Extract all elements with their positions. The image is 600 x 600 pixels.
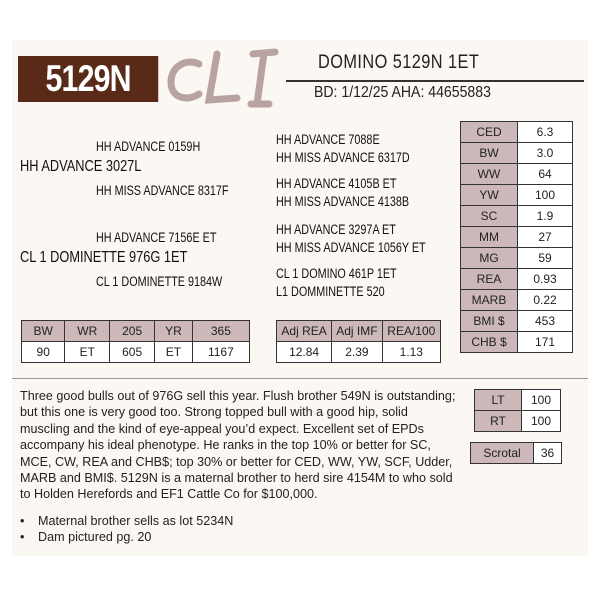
epd-label: CHB $ <box>461 332 518 353</box>
epd-value: 27 <box>518 227 573 248</box>
bullet-item <box>20 514 233 528</box>
scrotal-table <box>470 442 562 464</box>
epd-value: 0.93 <box>518 269 573 290</box>
epd-value: 64 <box>518 164 573 185</box>
epd-value: 1.9 <box>518 206 573 227</box>
performance-table <box>21 320 250 363</box>
epd-table <box>460 121 573 353</box>
perf-value: 90 <box>22 342 65 363</box>
epd-value: 59 <box>518 248 573 269</box>
epd-value: 453 <box>518 311 573 332</box>
perf-header: 205 <box>110 321 155 342</box>
teat-value: 100 <box>522 390 561 411</box>
scrotal-value: 36 <box>534 443 562 464</box>
pedigree-sd-sire: HH ADVANCE 4105B ET <box>276 176 397 191</box>
epd-value: 100 <box>518 185 573 206</box>
epd-label: MARB <box>461 290 518 311</box>
perf-header: BW <box>22 321 65 342</box>
perf-value: 1167 <box>192 342 249 363</box>
carcass-header: Adj IMF <box>332 321 382 342</box>
pedigree-sire-sire: HH ADVANCE 0159H <box>96 139 201 154</box>
epd-label: MG <box>461 248 518 269</box>
epd-label: SC <box>461 206 518 227</box>
pedigree-ds-dam: HH MISS ADVANCE 1056Y ET <box>276 240 426 255</box>
epd-value: 171 <box>518 332 573 353</box>
pedigree-ds-sire: HH ADVANCE 3297A ET <box>276 222 396 237</box>
animal-name: DOMINO 5129N 1ET <box>318 52 480 73</box>
epd-label: CED <box>461 122 518 143</box>
bullet-icon: • <box>20 514 25 528</box>
pedigree-dd-sire: CL 1 DOMINO 461P 1ET <box>276 266 397 281</box>
carcass-value: 2.39 <box>332 342 382 363</box>
pedigree-sire-dam: HH MISS ADVANCE 8317F <box>96 183 229 198</box>
carcass-header: REA/100 <box>382 321 440 342</box>
pedigree-sire: HH ADVANCE 3027L <box>20 158 142 175</box>
perf-value: ET <box>155 342 193 363</box>
pedigree-dd-dam: L1 DOMMINETTE 520 <box>276 284 385 299</box>
pedigree-ss-sire: HH ADVANCE 7088E <box>276 132 380 147</box>
teat-value: 100 <box>522 411 561 432</box>
perf-header: YR <box>155 321 193 342</box>
bullet-text: Dam pictured pg. 20 <box>38 530 152 544</box>
perf-header: WR <box>65 321 110 342</box>
perf-header: 365 <box>192 321 249 342</box>
epd-value: 0.22 <box>518 290 573 311</box>
teat-label: LT <box>475 390 522 411</box>
bullet-text: Maternal brother sells as lot 5234N <box>38 514 234 528</box>
pedigree-dam-dam: CL 1 DOMINETTE 9184W <box>96 274 223 289</box>
epd-label: REA <box>461 269 518 290</box>
teat-table <box>474 389 561 432</box>
title-rule <box>286 80 584 82</box>
birth-info: BD: 1/12/25 AHA: 44655883 <box>314 84 491 101</box>
epd-label: BW <box>461 143 518 164</box>
bullet-icon: • <box>20 530 25 544</box>
pedigree-sd-dam: HH MISS ADVANCE 4138B <box>276 194 410 209</box>
bullet-item <box>20 530 151 544</box>
epd-label: YW <box>461 185 518 206</box>
scrotal-label: Scrotal <box>471 443 534 464</box>
epd-value: 3.0 <box>518 143 573 164</box>
teat-label: RT <box>475 411 522 432</box>
cl1-logo <box>165 44 285 110</box>
carcass-value: 1.13 <box>382 342 440 363</box>
perf-value: 605 <box>110 342 155 363</box>
carcass-value: 12.84 <box>277 342 332 363</box>
epd-label: WW <box>461 164 518 185</box>
perf-value: ET <box>65 342 110 363</box>
carcass-table <box>276 320 441 363</box>
pedigree-dam-sire: HH ADVANCE 7156E ET <box>96 230 217 245</box>
epd-value: 6.3 <box>518 122 573 143</box>
description-text: Three good bulls out of 976G sell this year. Flush brother 549N is outstanding; but this one is very good too. Strong topped bull with a good hip, solid muscling and the kind of eye-appeal you’d expect. Excellent set of EPDs accompany his ideal phenotype. He ranks in the top 10% or better for SC, MCE, CW, REA and CHB$; top 30% or better for CED, WW, YW, SCF, Udder, MARB and BMI$. 5129N is a maternal brother to herd sire 4154M to who sold to Holden Herefords and EF1 Cattle Co for $100,000. <box>20 389 456 502</box>
epd-label: MM <box>461 227 518 248</box>
pedigree-dam: CL 1 DOMINETTE 976G 1ET <box>20 249 188 266</box>
lot-number-badge: 5129N <box>18 56 158 102</box>
carcass-header: Adj REA <box>277 321 332 342</box>
epd-label: BMI $ <box>461 311 518 332</box>
section-divider <box>12 378 588 379</box>
pedigree-ss-dam: HH MISS ADVANCE 6317D <box>276 150 410 165</box>
